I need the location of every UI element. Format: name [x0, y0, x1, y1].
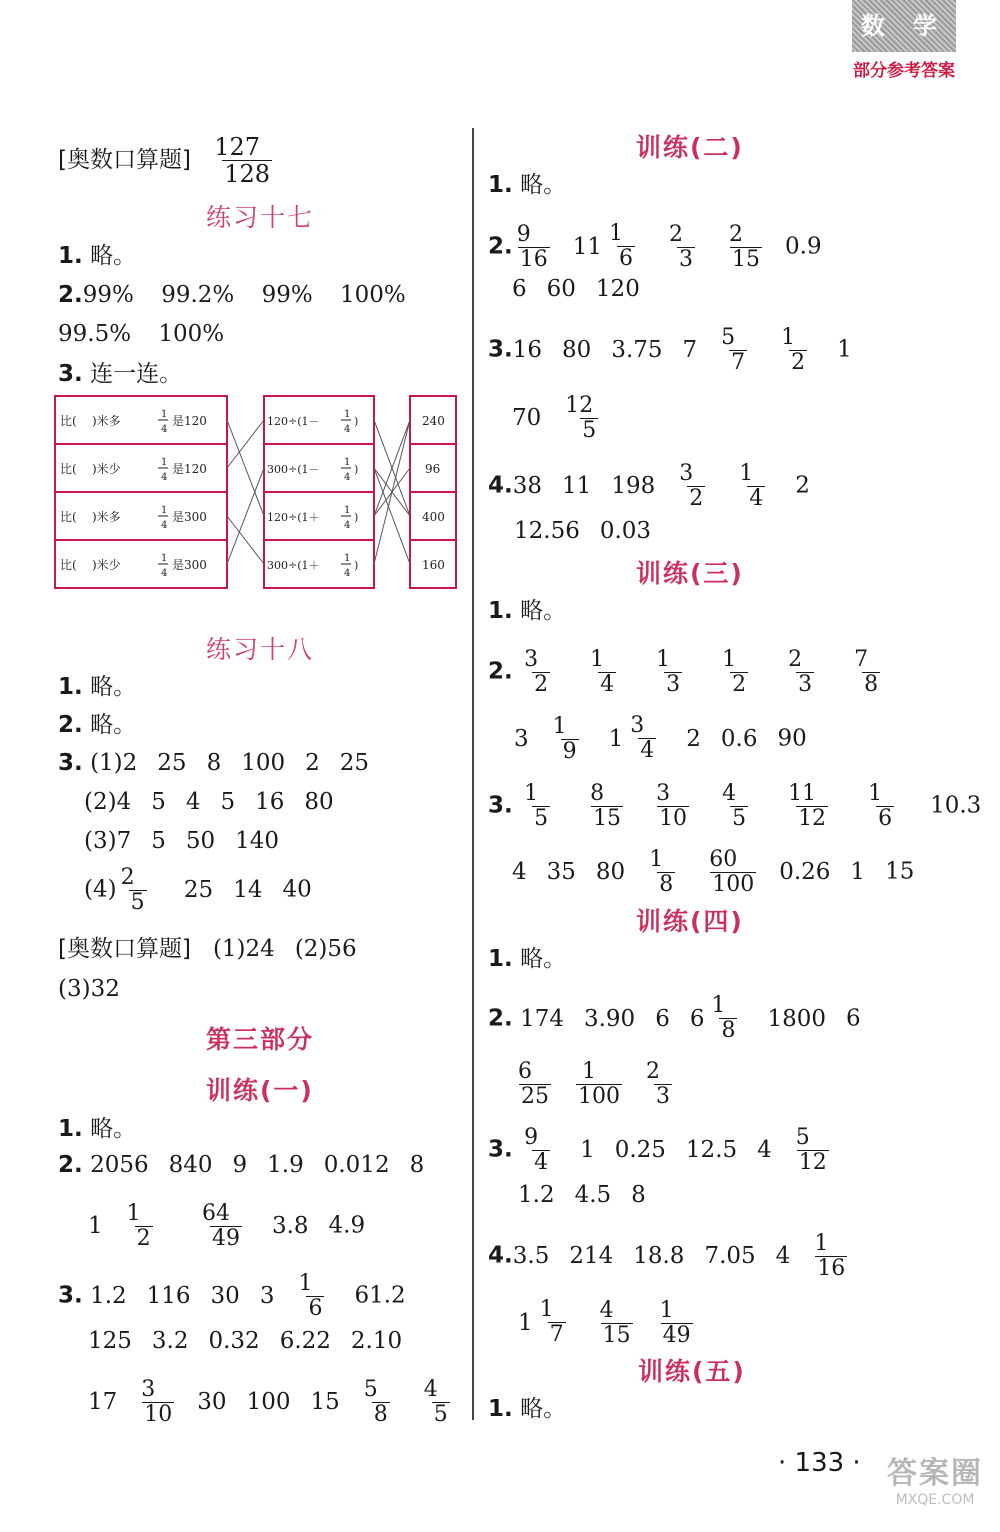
svg-text:1: 1	[161, 457, 168, 468]
svg-text:): )	[354, 415, 359, 428]
svg-text:1: 1	[344, 553, 351, 564]
t1-q3-cont-2: 17 $\frac{3}{10}$ 30 100 15 5 8 4 5	[88, 1377, 448, 1428]
left-item-1-post: 是120	[172, 414, 207, 428]
t4-q1: 1. 略。	[488, 946, 567, 972]
ex17-q2: 2.99% 99.2% 99% 100%	[58, 282, 406, 308]
svg-text:300÷(1＋: 300÷(1＋	[267, 559, 320, 572]
t3-q3: 3. 1 5 $\frac{8}{15}$ $\frac{3}{10}$ 4 5 $\frac{11}{12}$ 1 6 10.3	[488, 781, 982, 832]
ex17-q1: 1. 略。	[58, 243, 137, 269]
t1-q1: 1. 略。	[58, 1116, 137, 1142]
ex18-q3-3: (3)7 5 50 140	[84, 828, 280, 854]
svg-text:4: 4	[161, 472, 168, 483]
t2-q2-cont: 6 60 120	[512, 276, 640, 302]
t2-q2: 2. $\frac{9}{16}$ 11 1 6 2 3 $\frac{2}{15}$ 0.9	[488, 221, 822, 273]
svg-text:1: 1	[161, 505, 168, 516]
link-l2-m1	[227, 420, 264, 468]
svg-text:120÷(1＋: 120÷(1＋	[267, 511, 320, 524]
t2-q4: 4.38 11 198 3 2 1 4 2	[488, 461, 810, 512]
svg-text:4: 4	[344, 424, 351, 435]
olympiad-answer-2: [奥数口算题] (1)24 (2)56	[58, 936, 357, 962]
svg-text:): )	[354, 511, 359, 524]
svg-text:): )	[354, 463, 359, 476]
svg-text:160: 160	[422, 558, 445, 572]
svg-text:1: 1	[161, 553, 168, 564]
section-title-training2: 训练(二)	[636, 133, 744, 162]
section-title-training5: 训练(五)	[638, 1357, 746, 1386]
t2-q3-cont: 70 $\frac{12}{5}$	[512, 393, 597, 444]
link-m2-r4	[374, 468, 410, 564]
svg-text:120÷(1－: 120÷(1－	[267, 415, 320, 428]
t1-q2: 2. 2056 840 9 1.9 0.012 8	[58, 1152, 425, 1178]
page-number: · 133 ·	[778, 1448, 861, 1478]
olympiad-answer-2-cont: (3)32	[58, 976, 120, 1002]
svg-text:是300: 是300	[172, 558, 207, 572]
column-divider	[472, 128, 474, 1420]
svg-text:)米少: )米少	[92, 558, 121, 572]
svg-text:96: 96	[425, 462, 441, 476]
t1-q2-cont: 1 1 2 $\frac{64}{49}$ 3.8 4.9	[88, 1201, 366, 1252]
svg-text:240: 240	[422, 414, 445, 428]
t4-q4: 4.3.5 214 18.8 7.05 4 $\frac{1}{16}$	[488, 1231, 846, 1282]
t5-q1: 1. 略。	[488, 1396, 567, 1422]
t3-q2: 2. 3 2 1 4 1 3 1 2 2 3 7 8	[488, 647, 879, 698]
link-l4-m2	[227, 468, 264, 564]
svg-text:比(: 比(	[60, 510, 77, 524]
section-title-ex17: 练习十七	[206, 203, 315, 232]
ex18-q2: 2. 略。	[58, 712, 137, 738]
svg-text:4: 4	[344, 472, 351, 483]
svg-text:1: 1	[161, 409, 168, 420]
svg-text:)米多: )米多	[92, 510, 121, 524]
svg-text:比(: 比(	[60, 462, 77, 476]
t3-q2-cont: 3 1 9 1 3 4 2 0.6 90	[514, 713, 807, 765]
ex18-q3-1: 3. (1)2 25 8 100 2 25	[58, 750, 370, 776]
answer-key-label: 部分参考答案	[853, 61, 955, 81]
t3-q3-cont: 4 35 80 1 8 $\frac{60}{100}$ 0.26 1 15	[512, 847, 915, 898]
ex18-q1: 1. 略。	[58, 674, 137, 700]
svg-text:1: 1	[344, 409, 351, 420]
svg-text:4: 4	[344, 568, 351, 579]
svg-text:是120: 是120	[172, 462, 207, 476]
ex18-q3-2: (2)4 5 4 5 16 80	[84, 789, 334, 815]
t1-q3: 3. 1.2 116 30 3 1 6 61.2	[58, 1271, 406, 1322]
section-title-training3: 训练(三)	[636, 559, 744, 588]
svg-text:400: 400	[422, 510, 445, 524]
matching-diagram	[54, 394, 460, 590]
ex17-q2-cont: 99.5% 100%	[58, 321, 225, 347]
t4-q4-cont: 1 1 7 $\frac{4}{15}$ $\frac{1}{49}$	[518, 1297, 691, 1349]
svg-text:1: 1	[344, 457, 351, 468]
watermark-logo: 答案圈 MXQE.COM	[887, 1456, 983, 1508]
svg-text:1: 1	[344, 505, 351, 516]
left-item-1-mid: )米多	[92, 414, 121, 428]
svg-text:比(: 比(	[60, 558, 77, 572]
ex17-q3: 3. 连一连。	[58, 361, 183, 387]
t4-q2-cont: $\frac{6}{25}$ $\frac{1}{100}$ 2 3	[518, 1059, 670, 1110]
section-title-training1: 训练(一)	[206, 1076, 314, 1105]
olympiad-answer-1: [奥数口算题] $\frac{127}{128}$	[58, 133, 271, 189]
svg-text:4: 4	[344, 520, 351, 531]
link-m4-r1	[374, 420, 410, 564]
t4-q2: 2. 174 3.90 6 6 1 8 1800 6	[488, 993, 861, 1044]
section-title-ex18: 练习十八	[206, 635, 315, 664]
t4-q3-cont: 1.2 4.5 8	[518, 1182, 646, 1208]
t2-q3: 3.16 80 3.75 7 5 7 1 2 1	[488, 325, 852, 376]
t2-q1: 1. 略。	[488, 172, 567, 198]
left-item-1-pre: 比(	[60, 414, 77, 428]
t3-q1: 1. 略。	[488, 598, 567, 624]
link-l1-m3	[227, 420, 264, 516]
svg-text:4: 4	[161, 424, 168, 435]
link-l3-m4	[227, 516, 264, 564]
svg-text:4: 4	[161, 520, 168, 531]
t2-q4-cont: 12.56 0.03	[514, 518, 652, 544]
svg-text:是300: 是300	[172, 510, 207, 524]
svg-text:300÷(1－: 300÷(1－	[267, 463, 320, 476]
t1-q3-cont-1: 125 3.2 0.32 6.22 2.10	[88, 1328, 403, 1354]
subject-tag: 数 学	[852, 0, 956, 52]
svg-text:)米少: )米少	[92, 462, 121, 476]
part-three-title: 第三部分	[206, 1025, 315, 1054]
t4-q3: 3. 9 4 1 0.25 12.5 4 $\frac{5}{12}$	[488, 1125, 827, 1176]
section-title-training4: 训练(四)	[636, 907, 744, 936]
ex18-q3-4: (4) 2 5 25 14 40	[84, 865, 312, 916]
svg-text:): )	[354, 559, 359, 572]
svg-text:4: 4	[161, 568, 168, 579]
